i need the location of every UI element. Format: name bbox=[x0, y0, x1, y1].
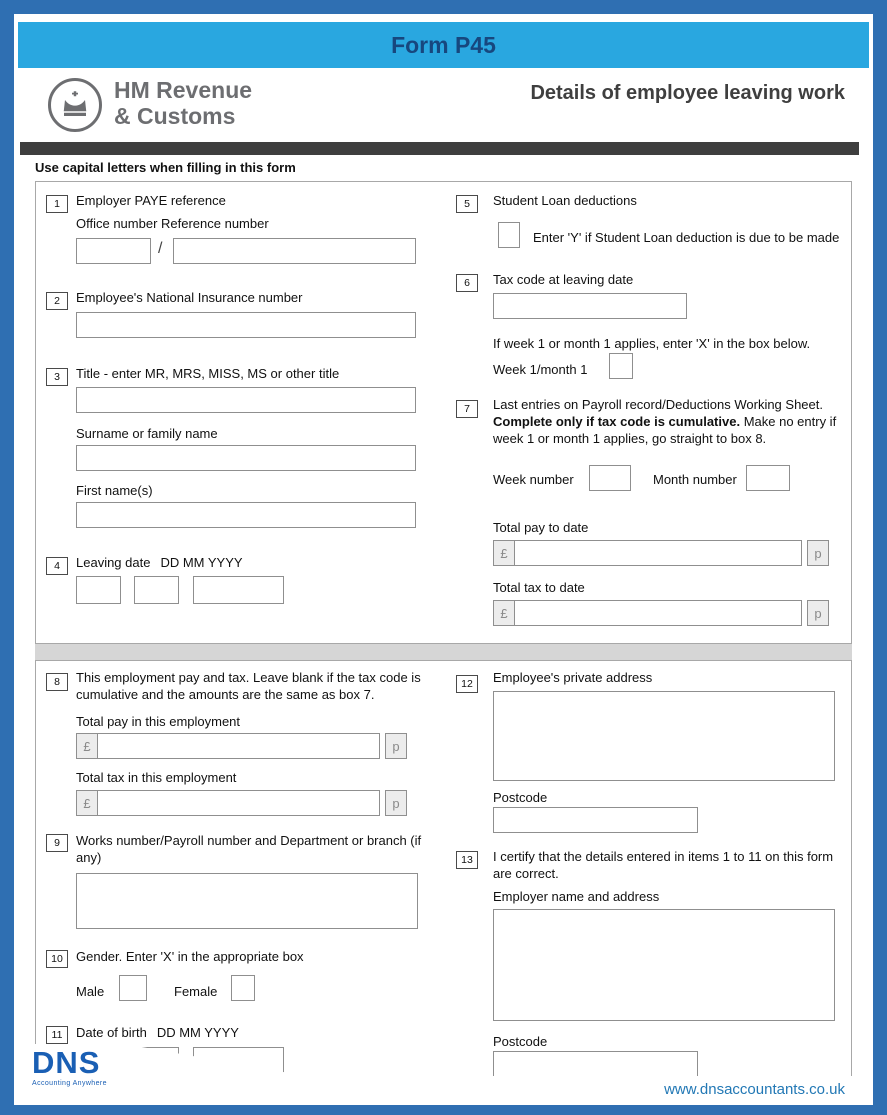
week-number-label: Week number bbox=[493, 472, 574, 487]
hmrc-logo-line2: & Customs bbox=[114, 103, 236, 129]
crown-icon bbox=[48, 78, 102, 132]
item13-title: I certify that the details entered in items 1 to 11 on this form are correct. bbox=[493, 849, 834, 881]
form-banner bbox=[18, 22, 869, 68]
employer-address-label: Employer name and address bbox=[493, 889, 660, 904]
item7-bold: Complete only if tax code is cumulative. bbox=[493, 414, 741, 429]
employer-postcode-label: Postcode bbox=[493, 1034, 548, 1049]
leaving-date-format: DD MM YYYY bbox=[160, 555, 243, 570]
private-postcode-input[interactable] bbox=[493, 807, 698, 833]
total-tax-employment-label: Total tax in this employment bbox=[76, 770, 237, 785]
item9-title: Works number/Payroll number and Department or branch (if any) bbox=[76, 833, 422, 865]
item11-title bbox=[76, 1024, 239, 1041]
item3-title: Title - enter MR, MRS, MISS, MS or other title bbox=[76, 366, 340, 381]
footer bbox=[14, 1076, 873, 1105]
section-gap bbox=[35, 644, 852, 660]
male-label: Male bbox=[76, 984, 105, 999]
male-checkbox[interactable] bbox=[119, 975, 147, 1001]
total-tax-employment-row bbox=[76, 790, 407, 816]
dob-label: Date of birth bbox=[76, 1025, 147, 1040]
total-tax-to-date-row bbox=[493, 600, 829, 626]
pound-icon: £ bbox=[493, 540, 515, 566]
form-section-bottom bbox=[35, 660, 852, 1078]
pence-icon: p bbox=[807, 540, 829, 566]
item2-number: 2 bbox=[46, 292, 68, 310]
leaving-date-dd-input[interactable] bbox=[76, 576, 121, 604]
item6-number: 6 bbox=[456, 274, 478, 292]
total-pay-employment-label: Total pay in this employment bbox=[76, 714, 241, 729]
leaving-date-yyyy-input[interactable] bbox=[193, 576, 284, 604]
surname-label: Surname or family name bbox=[76, 426, 218, 441]
pound-icon: £ bbox=[493, 600, 515, 626]
form-page bbox=[14, 14, 873, 1105]
item12-number: 12 bbox=[456, 675, 478, 693]
dns-logo-tagline: Accounting Anywhere bbox=[32, 1080, 107, 1087]
title-input[interactable] bbox=[76, 387, 416, 413]
item1-number: 1 bbox=[46, 195, 68, 213]
item7-number: 7 bbox=[456, 400, 478, 418]
female-label: Female bbox=[174, 984, 218, 999]
tax-code-input[interactable] bbox=[493, 293, 687, 319]
ni-number-input[interactable] bbox=[76, 312, 416, 338]
item1-title: Employer PAYE reference bbox=[76, 193, 226, 208]
pound-icon: £ bbox=[76, 733, 98, 759]
paye-separator: / bbox=[158, 240, 163, 257]
item12-title: Employee's private address bbox=[493, 670, 653, 685]
total-pay-employment-row bbox=[76, 733, 407, 759]
item5-title: Student Loan deductions bbox=[493, 193, 637, 208]
office-number-input[interactable] bbox=[76, 238, 151, 264]
item10-title: Gender. Enter 'X' in the appropriate box bbox=[76, 949, 304, 964]
pence-icon: p bbox=[385, 733, 407, 759]
total-pay-to-date-label: Total pay to date bbox=[493, 520, 589, 535]
student-loan-note: Enter 'Y' if Student Loan deduction is due to be made bbox=[533, 230, 840, 245]
item9-number: 9 bbox=[46, 834, 68, 852]
item2-title: Employee's National Insurance number bbox=[76, 290, 303, 305]
total-tax-to-date-label: Total tax to date bbox=[493, 580, 585, 595]
item7-intro: Last entries on Payroll record/Deductions Working Sheet. bbox=[493, 397, 823, 412]
pence-icon: p bbox=[807, 600, 829, 626]
week1-note: If week 1 or month 1 applies, enter 'X' in the box below. bbox=[493, 336, 811, 351]
total-pay-to-date-row bbox=[493, 540, 829, 566]
total-tax-employment-input[interactable] bbox=[97, 790, 380, 816]
leaving-date-mm-input[interactable] bbox=[134, 576, 179, 604]
pound-icon: £ bbox=[76, 790, 98, 816]
divider-bar bbox=[20, 142, 859, 155]
student-loan-checkbox[interactable] bbox=[498, 222, 520, 248]
dns-logo bbox=[26, 1044, 138, 1104]
form-section-top bbox=[35, 181, 852, 644]
week-number-input[interactable] bbox=[589, 465, 631, 491]
item10-number: 10 bbox=[46, 950, 68, 968]
total-tax-to-date-input[interactable] bbox=[514, 600, 802, 626]
banner-title: Form P45 bbox=[391, 31, 496, 58]
private-postcode-label: Postcode bbox=[493, 790, 548, 805]
employer-postcode-input[interactable] bbox=[493, 1051, 698, 1077]
female-checkbox[interactable] bbox=[231, 975, 255, 1001]
item7-rest: Make no entry if week 1 or month 1 applies, go straight to box 8. bbox=[493, 414, 837, 446]
item4-number: 4 bbox=[46, 557, 68, 575]
week1-month1-label: Week 1/month 1 bbox=[493, 362, 588, 377]
item11-number: 11 bbox=[46, 1026, 68, 1044]
surname-input[interactable] bbox=[76, 445, 416, 471]
item3-number: 3 bbox=[46, 368, 68, 386]
reference-number-input[interactable] bbox=[173, 238, 416, 264]
footer-wedge bbox=[136, 1046, 306, 1076]
dns-logo-text: DNS bbox=[32, 1045, 101, 1080]
month-number-input[interactable] bbox=[746, 465, 790, 491]
instruction-text: Use capital letters when filling in this form bbox=[35, 160, 296, 175]
month-number-label: Month number bbox=[653, 472, 737, 487]
private-address-input[interactable] bbox=[493, 691, 835, 781]
pence-icon: p bbox=[385, 790, 407, 816]
reference-number-label: Reference number bbox=[161, 216, 269, 231]
item13-number: 13 bbox=[456, 851, 478, 869]
item8-number: 8 bbox=[46, 673, 68, 691]
item5-number: 5 bbox=[456, 195, 478, 213]
item4-title bbox=[76, 554, 243, 571]
week1-month1-box[interactable] bbox=[609, 353, 633, 379]
works-number-input[interactable] bbox=[76, 873, 418, 929]
hmrc-logo-line1: HM Revenue bbox=[114, 77, 253, 103]
office-number-label: Office number bbox=[76, 216, 158, 231]
total-pay-employment-input[interactable] bbox=[97, 733, 380, 759]
leaving-date-label: Leaving date bbox=[76, 555, 151, 570]
total-pay-to-date-input[interactable] bbox=[514, 540, 802, 566]
item7-title bbox=[493, 396, 861, 447]
item6-title: Tax code at leaving date bbox=[493, 272, 634, 287]
item8-title: This employment pay and tax. Leave blank if the tax code is cumulative and the amounts are the same as box 7. bbox=[76, 670, 421, 702]
firstname-label: First name(s) bbox=[76, 483, 153, 498]
hmrc-logo bbox=[114, 77, 252, 129]
dob-format: DD MM YYYY bbox=[156, 1025, 239, 1040]
website-link[interactable]: www.dnsaccountants.co.uk bbox=[664, 1081, 845, 1098]
employer-address-input[interactable] bbox=[493, 909, 835, 1021]
document-title: Details of employee leaving work bbox=[530, 82, 845, 104]
firstname-input[interactable] bbox=[76, 502, 416, 528]
